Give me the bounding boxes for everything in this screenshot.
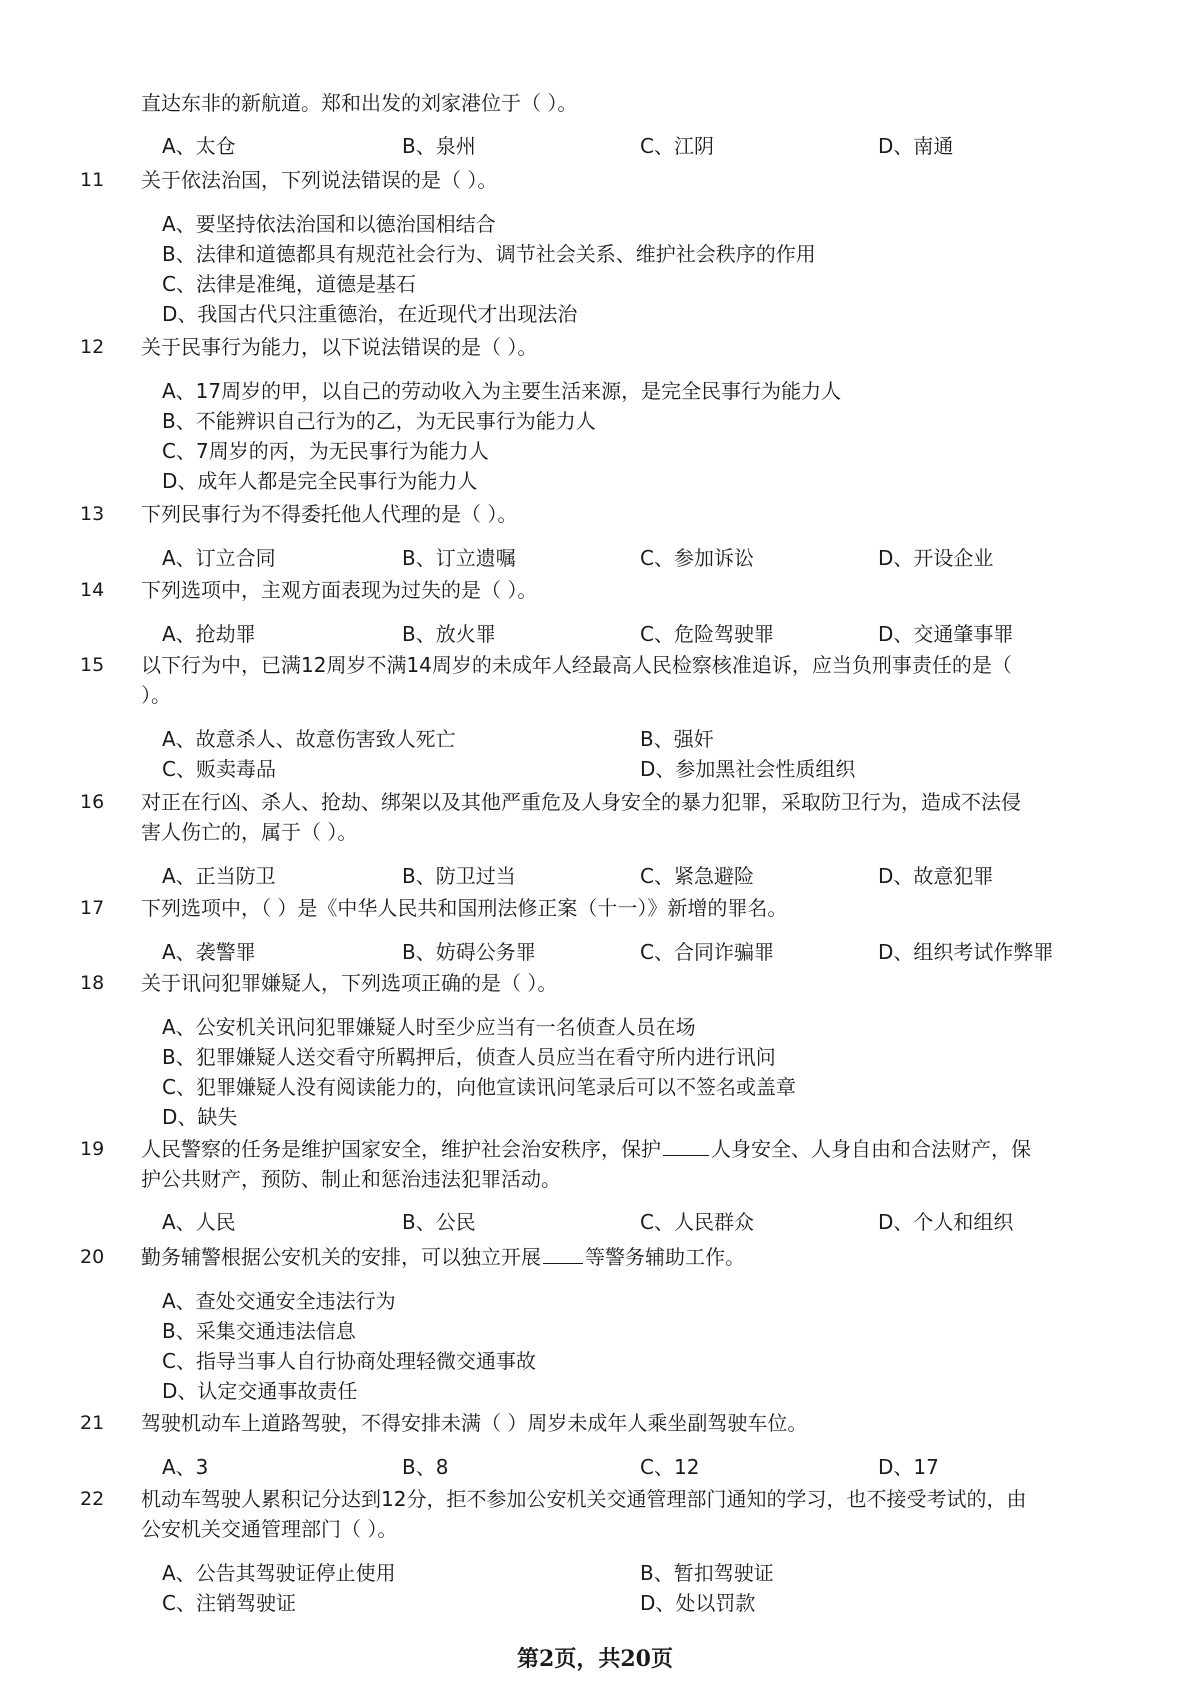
question-number: 19 (80, 1138, 105, 1160)
question-number: 18 (80, 972, 105, 994)
option-c: C、人民群众 (640, 1210, 754, 1234)
question-stem-line: 护公共财产，预防、制止和惩治违法犯罪活动。 (141, 1167, 561, 1191)
option-b: B、公民 (402, 1210, 476, 1234)
question-number: 16 (80, 791, 105, 813)
option-a: A、故意杀人、故意伤害致人死亡 (162, 727, 456, 751)
question-stem: 关于依法治国，下列说法错误的是（ ）。 (141, 168, 498, 192)
question-number: 15 (80, 654, 105, 676)
fill-blank (663, 1137, 709, 1156)
option-b: B、采集交通违法信息 (162, 1319, 356, 1343)
stem-part: 等警务辅助工作。 (585, 1245, 745, 1269)
question-number: 13 (80, 503, 105, 525)
option-a: A、订立合同 (162, 546, 276, 570)
option-c: C、紧急避险 (640, 864, 754, 888)
question-stem: 直达东非的新航道。郑和出发的刘家港位于（ ）。 (141, 91, 578, 115)
question-number: 11 (80, 169, 105, 191)
option-c: C、犯罪嫌疑人没有阅读能力的，向他宣读讯问笔录后可以不签名或盖章 (162, 1075, 796, 1099)
question-stem-line: 对正在行凶、杀人、抢劫、绑架以及其他严重危及人身安全的暴力犯罪，采取防卫行为，造成不法侵 (141, 790, 1021, 814)
option-c: C、7周岁的丙，为无民事行为能力人 (162, 439, 489, 463)
option-b: B、法律和道德都具有规范社会行为、调节社会关系、维护社会秩序的作用 (162, 242, 816, 266)
option-c: C、贩卖毒品 (162, 757, 276, 781)
option-b: B、强奸 (640, 727, 714, 751)
option-d: D、参加黑社会性质组织 (640, 757, 856, 781)
option-c: C、危险驾驶罪 (640, 622, 774, 646)
option-d: D、我国古代只注重德治，在近现代才出现法治 (162, 302, 578, 326)
option-a: A、袭警罪 (162, 940, 256, 964)
option-d: D、交通肇事罪 (878, 622, 1014, 646)
question-stem: 下列民事行为不得委托他人代理的是（ ）。 (141, 502, 518, 526)
question-stem: 关于民事行为能力，以下说法错误的是（ ）。 (141, 335, 538, 359)
option-c: C、指导当事人自行协商处理轻微交通事故 (162, 1349, 536, 1373)
option-b: B、泉州 (402, 134, 476, 158)
question-stem: 驾驶机动车上道路驾驶，不得安排未满（ ）周岁未成年人乘坐副驾驶车位。 (141, 1411, 808, 1435)
question-stem (141, 1244, 745, 1270)
question-number: 20 (80, 1246, 105, 1268)
option-b: B、防卫过当 (402, 864, 516, 888)
option-b: B、8 (402, 1455, 449, 1479)
option-d: D、认定交通事故责任 (162, 1379, 358, 1403)
option-c: C、合同诈骗罪 (640, 940, 774, 964)
option-c: C、江阴 (640, 134, 714, 158)
option-b: B、暂扣驾驶证 (640, 1561, 774, 1585)
question-stem (141, 1136, 1031, 1162)
fill-blank (543, 1245, 583, 1264)
question-stem: 下列选项中，（ ）是《中华人民共和国刑法修正案（十一）》新增的罪名。 (141, 896, 788, 920)
option-d: D、个人和组织 (878, 1210, 1014, 1234)
question-number: 22 (80, 1488, 105, 1510)
question-stem-line: 机动车驾驶人累积记分达到12分，拒不参加公安机关交通管理部门通知的学习，也不接受考试的，由 (141, 1487, 1027, 1511)
option-c: C、注销驾驶证 (162, 1591, 296, 1615)
option-a: A、公告其驾驶证停止使用 (162, 1561, 396, 1585)
option-d: D、17 (878, 1455, 939, 1479)
question-number: 17 (80, 897, 105, 919)
option-d: D、开设企业 (878, 546, 994, 570)
question-stem-line: 害人伤亡的，属于（ ）。 (141, 820, 358, 844)
option-d: D、组织考试作弊罪 (878, 940, 1054, 964)
option-d: D、故意犯罪 (878, 864, 994, 888)
question-stem-line: ）。 (141, 683, 171, 707)
option-d: D、缺失 (162, 1105, 238, 1129)
option-a: A、正当防卫 (162, 864, 276, 888)
question-number: 14 (80, 579, 105, 601)
option-b: B、妨碍公务罪 (402, 940, 536, 964)
stem-part: 人民警察的任务是维护国家安全，维护社会治安秩序，保护 (141, 1137, 661, 1161)
option-c: C、12 (640, 1455, 700, 1479)
question-stem: 下列选项中，主观方面表现为过失的是（ ）。 (141, 578, 538, 602)
option-a: A、要坚持依法治国和以德治国相结合 (162, 212, 496, 236)
option-a: A、17周岁的甲，以自己的劳动收入为主要生活来源，是完全民事行为能力人 (162, 379, 842, 403)
option-a: A、太仓 (162, 134, 236, 158)
option-a: A、人民 (162, 1210, 236, 1234)
question-stem: 关于讯问犯罪嫌疑人，下列选项正确的是（ ）。 (141, 971, 558, 995)
option-b: B、不能辨识自己行为的乙，为无民事行为能力人 (162, 409, 596, 433)
option-c: C、法律是准绳，道德是基石 (162, 272, 416, 296)
option-a: A、3 (162, 1455, 209, 1479)
stem-part: 人身安全、人身自由和合法财产，保 (711, 1137, 1031, 1161)
option-b: B、犯罪嫌疑人送交看守所羁押后，侦查人员应当在看守所内进行讯问 (162, 1045, 776, 1069)
option-a: A、公安机关讯问犯罪嫌疑人时至少应当有一名侦查人员在场 (162, 1015, 696, 1039)
question-stem-line: 以下行为中，已满12周岁不满14周岁的未成年人经最高人民检察核准追诉，应当负刑事责任的是（ (141, 653, 1012, 677)
option-b: B、放火罪 (402, 622, 496, 646)
option-d: D、成年人都是完全民事行为能力人 (162, 469, 478, 493)
option-d: D、处以罚款 (640, 1591, 756, 1615)
stem-part: 勤务辅警根据公安机关的安排，可以独立开展 (141, 1245, 541, 1269)
option-c: C、参加诉讼 (640, 546, 754, 570)
question-number: 21 (80, 1412, 105, 1434)
option-b: B、订立遗嘱 (402, 546, 516, 570)
question-stem-line: 公安机关交通管理部门（ ）。 (141, 1517, 398, 1541)
question-number: 12 (80, 336, 105, 358)
option-a: A、查处交通安全违法行为 (162, 1289, 396, 1313)
page-footer: 第2页，共20页 (517, 1646, 673, 1672)
option-d: D、南通 (878, 134, 954, 158)
option-a: A、抢劫罪 (162, 622, 256, 646)
